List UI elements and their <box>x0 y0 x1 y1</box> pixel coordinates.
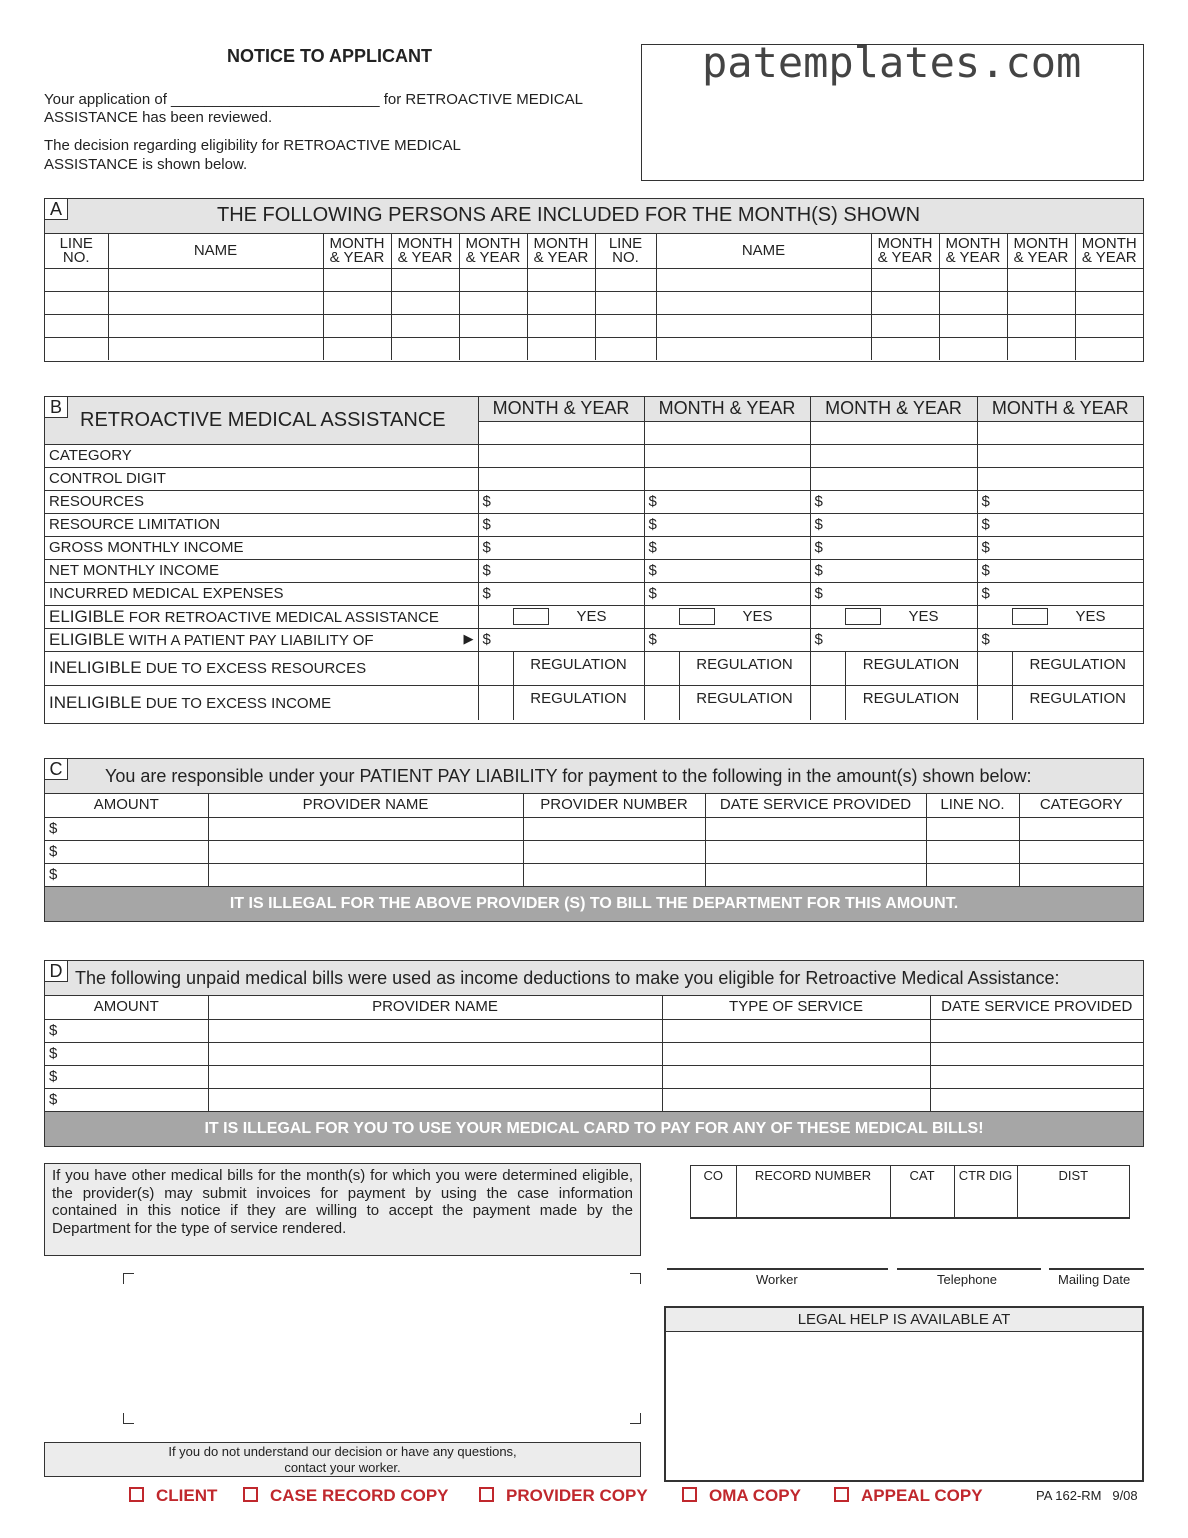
col-month-year: MONTH & YEAR <box>644 397 810 421</box>
regulation-field[interactable]: REGULATION <box>1012 685 1143 720</box>
dollar-field[interactable]: $ <box>977 559 1143 582</box>
worker-label: Worker <box>756 1272 798 1287</box>
yes-checkbox[interactable] <box>1012 608 1048 625</box>
col-month-year: MONTH & YEAR <box>1007 234 1075 268</box>
col-line-no: LINE NO. <box>595 234 656 268</box>
intro-text <box>44 91 583 127</box>
col-amount: AMOUNT <box>45 996 208 1019</box>
month-year-input[interactable] <box>977 421 1143 444</box>
col-name: NAME <box>656 234 871 268</box>
regulation-field[interactable]: REGULATION <box>845 685 977 720</box>
dollar-field[interactable]: $ <box>977 490 1143 513</box>
month-year-input[interactable] <box>810 421 977 444</box>
regulation-field[interactable]: REGULATION <box>845 651 977 685</box>
section-a-title: THE FOLLOWING PERSONS ARE INCLUDED FOR THE MONTH(S) SHOWN <box>217 204 921 226</box>
section-b-letter: B <box>45 397 68 418</box>
col-provider-number: PROVIDER NUMBER <box>523 794 705 817</box>
row-label: GROSS MONTHLY INCOME <box>45 536 478 559</box>
form-number: PA 162-RM 9/08 <box>1036 1488 1138 1503</box>
corner-mark <box>630 1413 641 1424</box>
table-row[interactable]: $ <box>45 1065 1143 1088</box>
row-label: CATEGORY <box>45 444 478 467</box>
corner-mark <box>123 1413 134 1424</box>
col-category: CATEGORY <box>1019 794 1143 817</box>
retro-table <box>45 397 1143 720</box>
unpaid-bills-table <box>45 996 1143 1111</box>
dollar-field[interactable]: $ <box>644 490 810 513</box>
dollar-field[interactable]: $ <box>478 582 644 605</box>
copy-provider[interactable]: PROVIDER COPY <box>479 1486 648 1506</box>
table-row[interactable] <box>45 337 1143 360</box>
checkbox-icon <box>243 1487 258 1502</box>
dollar-field[interactable]: $ <box>977 536 1143 559</box>
col-month-year: MONTH & YEAR <box>977 397 1143 421</box>
dollar-field[interactable]: $ <box>810 513 977 536</box>
yes-label: YES <box>908 607 939 625</box>
row-label: ELIGIBLE WITH A PATIENT PAY LIABILITY OF ▶ <box>45 628 478 651</box>
dollar-field[interactable]: $ <box>810 490 977 513</box>
worker-line[interactable] <box>667 1268 888 1270</box>
decision-line-1: The decision regarding eligibility for RETROACTIVE MEDICAL <box>44 137 461 154</box>
regulation-field[interactable]: REGULATION <box>679 651 810 685</box>
section-a-letter: A <box>45 199 68 220</box>
checkbox-icon <box>682 1487 697 1502</box>
intro-line-2: ASSISTANCE has been reviewed. <box>44 109 273 126</box>
questions-box <box>44 1442 641 1477</box>
col-provider-name: PROVIDER NAME <box>208 996 662 1019</box>
col-provider-name: PROVIDER NAME <box>208 794 523 817</box>
watermark: patemplates.com <box>702 38 1082 87</box>
dollar-field[interactable]: $ <box>478 513 644 536</box>
dollar-field[interactable]: $ <box>644 559 810 582</box>
record-number-field[interactable]: RECORD NUMBER <box>736 1166 890 1217</box>
regulation-field[interactable]: REGULATION <box>513 651 644 685</box>
row-label: RESOURCES <box>45 490 478 513</box>
regulation-field[interactable]: REGULATION <box>679 685 810 720</box>
copy-case-record[interactable]: CASE RECORD COPY <box>243 1486 449 1506</box>
row-label: INCURRED MEDICAL EXPENSES <box>45 582 478 605</box>
questions-line-2: contact your worker. <box>284 1460 401 1475</box>
dollar-field[interactable]: $ <box>977 513 1143 536</box>
regulation-field[interactable]: REGULATION <box>1012 651 1143 685</box>
row-label: NET MONTHLY INCOME <box>45 559 478 582</box>
dollar-field[interactable]: $ <box>644 536 810 559</box>
col-month-year: MONTH & YEAR <box>391 234 459 268</box>
legal-help-box <box>664 1306 1144 1482</box>
record-table <box>691 1166 1129 1217</box>
section-c-header <box>45 759 1143 794</box>
col-month-year: MONTH & YEAR <box>527 234 595 268</box>
section-a-header <box>45 199 1143 234</box>
dollar-field[interactable]: $ <box>478 536 644 559</box>
legal-help-title: LEGAL HELP IS AVAILABLE AT <box>666 1308 1142 1332</box>
page-title: NOTICE TO APPLICANT <box>227 46 433 66</box>
yes-label: YES <box>742 607 773 625</box>
col-month-year: MONTH & YEAR <box>459 234 527 268</box>
dollar-field[interactable]: $ <box>644 582 810 605</box>
dist-field[interactable]: DIST <box>1017 1166 1129 1217</box>
ctr-dig-field[interactable]: CTR DIG <box>954 1166 1017 1217</box>
col-month-year: MONTH & YEAR <box>1075 234 1143 268</box>
section-b-header <box>45 397 478 444</box>
col-month-year: MONTH & YEAR <box>810 397 977 421</box>
row-label: ELIGIBLE FOR RETROACTIVE MEDICAL ASSISTANCE <box>45 605 478 628</box>
cat-field[interactable]: CAT <box>890 1166 954 1217</box>
row-label: INELIGIBLE DUE TO EXCESS INCOME <box>45 685 478 720</box>
row-label: RESOURCE LIMITATION <box>45 513 478 536</box>
copy-client[interactable]: CLIENT <box>129 1486 217 1506</box>
table-row[interactable]: $ <box>45 1042 1143 1065</box>
month-year-input[interactable] <box>644 421 810 444</box>
row-label: INELIGIBLE DUE TO EXCESS RESOURCES <box>45 651 478 685</box>
col-date-service: DATE SERVICE PROVIDED <box>930 996 1143 1019</box>
yes-checkbox[interactable] <box>845 608 881 625</box>
table-row[interactable]: $ <box>45 863 1143 886</box>
month-year-input[interactable] <box>478 421 644 444</box>
section-d-header <box>45 961 1143 996</box>
dollar-field[interactable]: $ <box>644 513 810 536</box>
patient-pay-table <box>45 794 1143 886</box>
checkbox-icon <box>479 1487 494 1502</box>
table-row[interactable] <box>45 268 1143 291</box>
col-month-year: MONTH & YEAR <box>939 234 1007 268</box>
co-field[interactable]: CO <box>691 1166 736 1217</box>
telephone-label: Telephone <box>937 1272 997 1287</box>
intro-line-1: Your application of _________________________ for RETROACTIVE MEDICAL <box>44 91 583 108</box>
regulation-field[interactable]: REGULATION <box>513 685 644 720</box>
dollar-field[interactable]: $ <box>478 559 644 582</box>
table-row[interactable]: $ <box>45 817 1143 840</box>
yes-checkbox[interactable] <box>513 608 549 625</box>
persons-table <box>45 234 1143 360</box>
arrow-right-icon: ▶ <box>463 630 474 646</box>
table-row[interactable]: $ <box>45 1019 1143 1042</box>
section-d <box>44 960 1144 1147</box>
mailing-date-line[interactable] <box>1049 1268 1144 1270</box>
section-b-title: RETROACTIVE MEDICAL ASSISTANCE <box>80 409 446 431</box>
section-c-title: You are responsible under your PATIENT PAY LIABILITY for payment to the following in the amount(s) shown below: <box>105 766 1032 786</box>
section-d-title: The following unpaid medical bills were used as income deductions to make you eligible for Retroactive Medical Assistance: <box>75 968 1060 988</box>
copy-oma[interactable]: OMA COPY <box>682 1486 801 1506</box>
dollar-field[interactable]: $ <box>810 628 977 651</box>
col-name: NAME <box>108 234 323 268</box>
table-row[interactable] <box>45 314 1143 337</box>
dollar-field[interactable]: $ <box>810 559 977 582</box>
dollar-field[interactable]: $ <box>810 536 977 559</box>
copy-appeal[interactable]: APPEAL COPY <box>834 1486 983 1506</box>
yes-label: YES <box>1075 607 1106 625</box>
col-month-year: MONTH & YEAR <box>323 234 391 268</box>
corner-mark <box>630 1273 641 1284</box>
col-line-no: LINE NO. <box>45 234 108 268</box>
section-c-letter: C <box>45 759 68 780</box>
dollar-field[interactable]: $ <box>478 490 644 513</box>
col-month-year: MONTH & YEAR <box>871 234 939 268</box>
decision-line-2: ASSISTANCE is shown below. <box>44 156 248 173</box>
yes-checkbox[interactable] <box>679 608 715 625</box>
table-row[interactable]: $ <box>45 1088 1143 1111</box>
row-label: CONTROL DIGIT <box>45 467 478 490</box>
section-c <box>44 758 1144 922</box>
dollar-field[interactable]: $ <box>977 628 1143 651</box>
mailing-date-label: Mailing Date <box>1058 1272 1131 1287</box>
decision-text <box>44 136 461 174</box>
illegal-bill-banner: IT IS ILLEGAL FOR THE ABOVE PROVIDER (S) TO BILL THE DEPARTMENT FOR THIS AMOUNT. <box>45 886 1143 921</box>
section-a <box>44 198 1144 362</box>
col-type-of-service: TYPE OF SERVICE <box>662 996 930 1019</box>
record-box <box>690 1165 1130 1219</box>
col-date-service: DATE SERVICE PROVIDED <box>705 794 926 817</box>
col-line-no: LINE NO. <box>926 794 1019 817</box>
yes-label: YES <box>576 607 607 625</box>
telephone-line[interactable] <box>897 1268 1041 1270</box>
checkbox-icon <box>129 1487 144 1502</box>
dollar-field[interactable]: $ <box>644 628 810 651</box>
dollar-field[interactable]: $ <box>810 582 977 605</box>
col-amount: AMOUNT <box>45 794 208 817</box>
table-row[interactable]: $ <box>45 840 1143 863</box>
section-d-letter: D <box>45 961 68 982</box>
col-month-year: MONTH & YEAR <box>478 397 644 421</box>
other-bills-box <box>44 1163 641 1256</box>
questions-line-1: If you do not understand our decision or have any questions, <box>168 1444 517 1459</box>
illegal-card-banner: IT IS ILLEGAL FOR YOU TO USE YOUR MEDICAL CARD TO PAY FOR ANY OF THESE MEDICAL BILLS! <box>45 1111 1143 1146</box>
table-row[interactable] <box>45 291 1143 314</box>
other-bills-text: If you have other medical bills for the month(s) for which you were determined eligible, the provider(s) may submit invoices for payment by using the case information contained in this notice if they are willing to accept the payment made by the Department for the type of service rendered. <box>52 1167 633 1237</box>
dollar-field[interactable]: $ <box>977 582 1143 605</box>
section-b <box>44 396 1144 724</box>
corner-mark <box>123 1273 134 1284</box>
dollar-field[interactable]: $ <box>478 628 644 651</box>
checkbox-icon <box>834 1487 849 1502</box>
